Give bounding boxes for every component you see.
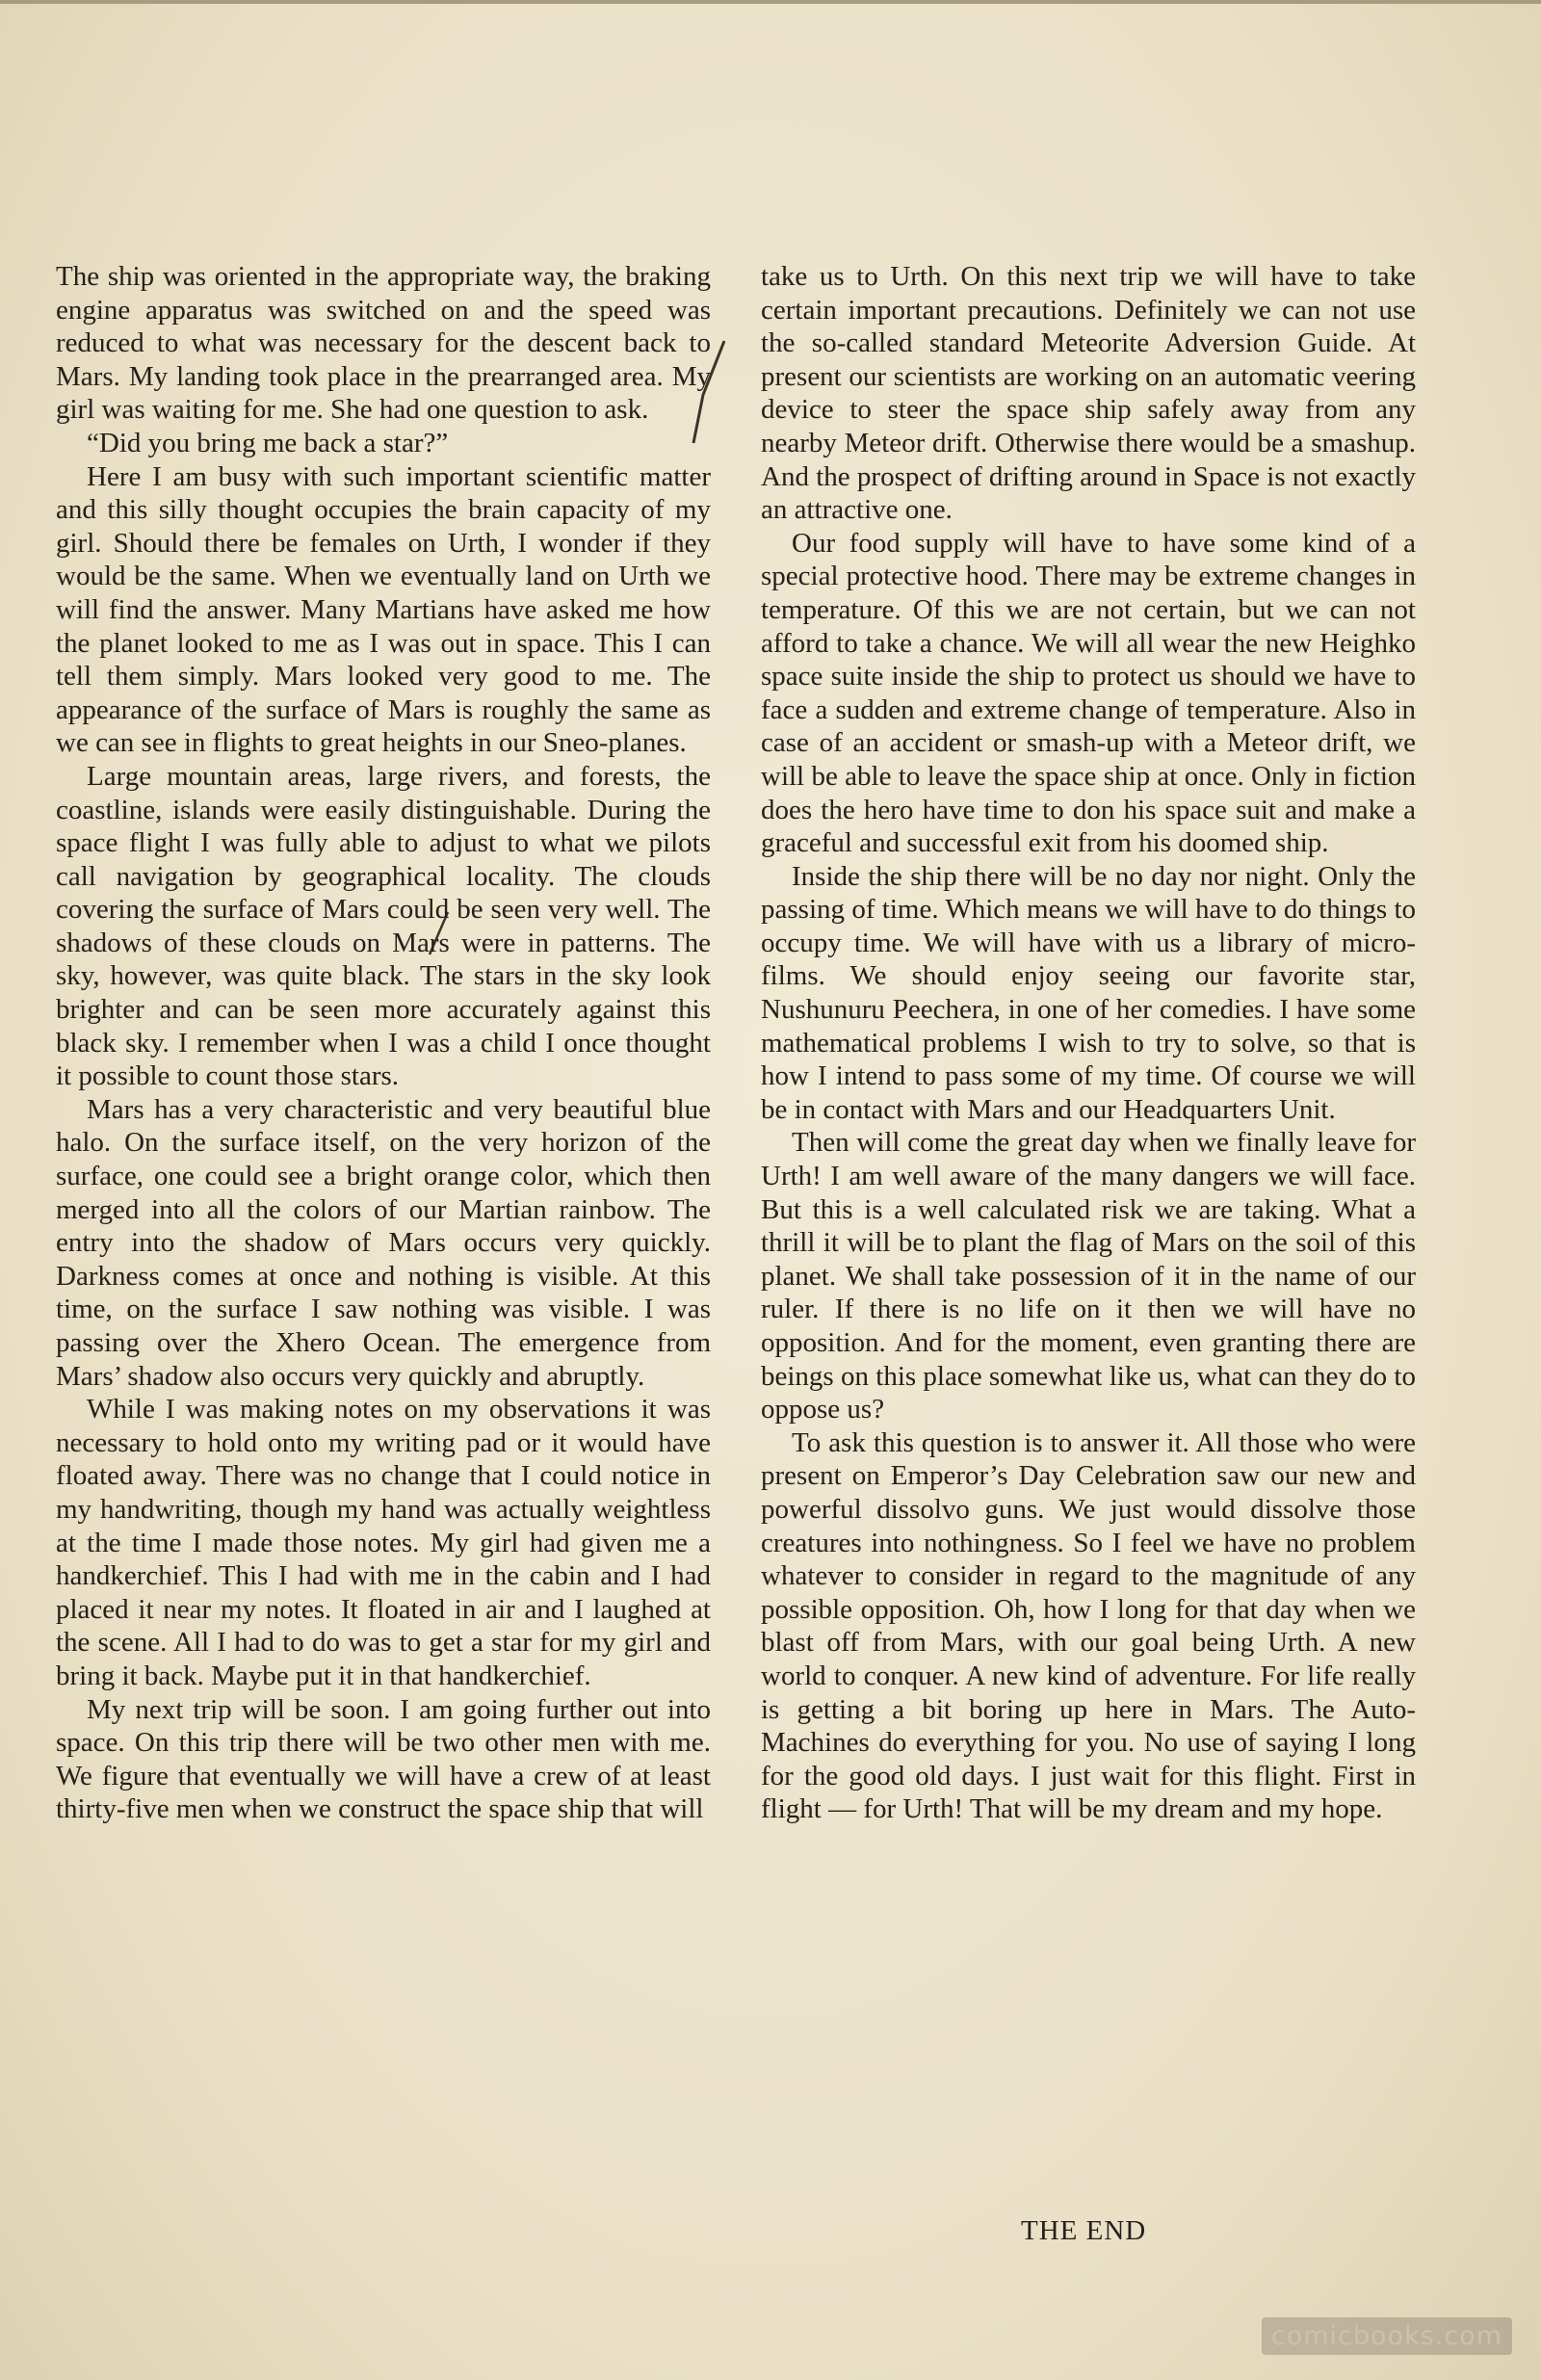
paragraph: The ship was oriented in the appropriate way, the braking engine apparatus was switched on and the speed was reduced to what was necessary for the descent back to Mars. My landing took place in the prearranged area. My girl was waiting for me. She had one question to ask. — [56, 261, 711, 426]
paragraph: Inside the ship there will be no day nor night. Only the passing of time. Which means we will have to do things to occupy time. We will have with us a library of micro-films. We should enjoy seeing our favorite star, Nushunuru Peechera, in one of her comedies. I have some mathematical problems I wish to try to solve, so that is how I intend to pass some of my time. Of course we will be in contact with Mars and our Headquarters Unit. — [761, 860, 1416, 1125]
paragraph: To ask this question is to answer it. All those who were present on Emperor’s Day Celebration saw our new and powerful dissolvo guns. We just would dissolve those creatures into nothingness. So I feel we have no problem whatever to consider in regard to the magnitude of any possible opposition. Oh, how I long for that day when we blast off from Mars, with our goal being Urth. A new world to conquer. A new kind of adventure. For life really is getting a bit boring up here in Mars. The Auto-Machines do everything for you. No use of saying I long for the good old days. I just wait for this flight. First in flight — for Urth! That will be my dream and my hope. — [761, 1426, 1416, 1825]
paragraph: Here I am busy with such important scientific matter and this silly thought occupies the brain capacity of my girl. Should there be females on Urth, I wonder if they would be the same. When we eventually land on Urth we will find the answer. Many Martians have asked me how the planet looked to me as I was out in space. This I can tell them simply. Mars looked very good to me. The appearance of the surface of Mars is roughly the same as we can see in flights to great heights in our Sneo-planes. — [56, 460, 711, 759]
paragraph: Large mountain areas, large rivers, and forests, the coastline, islands were easily distinguishable. During the space flight I was fully able to adjust to what we pilots call navigation by geographical locality. The clouds covering the surface of Mars could be seen very well. The shadows of these clouds on Mars were in patterns. The sky, however, was quite black. The stars in the sky look brighter and can be seen more accurately against this black sky. I remember when I was a child I once thought it possible to count those stars. — [56, 760, 711, 1092]
paragraph: take us to Urth. On this next trip we will have to take certain important precautions. Definitely we can not use the so-called standard Meteorite Adversion Guide. At present our scientists are working on an automatic veering device to steer the space ship safely away from any nearby Meteor drift. Otherwise there would be a smashup. And the prospect of drifting around in Space is not exactly an attractive one. — [761, 261, 1416, 526]
page-top-edge — [0, 0, 1541, 4]
paragraph: My next trip will be soon. I am going further out into space. On this trip there will be two other men with me. We figure that eventually we will have a crew of at least thirty-five men when we construct the space ship that will — [56, 1693, 711, 1825]
paragraph: Our food supply will have to have some kind of a special protective hood. There may be extreme changes in temperature. Of this we are not certain, but we can not afford to take a chance. We will all wear the new Heighko space suite inside the ship to protect us should we have to face a sudden and extreme change of temperature. Also in case of an accident or smash-up with a Meteor drift, we will be able to leave the space ship at once. Only in fiction does the hero have time to don his space suit and make a graceful and successful exit from his doomed ship. — [761, 527, 1416, 859]
paragraph: While I was making notes on my observations it was necessary to hold onto my writing pad or it would have floated away. There was no change that I could notice in my handwriting, though my hand was actually weightless at the time I made those notes. My girl had given me a handkerchief. This I had with me in the cabin and I had placed it near my notes. It floated in air and I laughed at the scene. All I had to do was to get a star for my girl and bring it back. Maybe put it in that handkerchief. — [56, 1394, 711, 1691]
paragraph: Then will come the great day when we finally leave for Urth! I am well aware of the many dangers we will face. But this is a well calculated risk we are taking. What a thrill it will be to plant the flag of Mars on the soil of this planet. We shall take possession of it in the name of our ruler. If there is no life on it then we will have no opposition. And for the moment, even granting there are beings on this place somewhat like us, what can they do to oppose us? — [761, 1127, 1416, 1425]
article-right-column — [761, 260, 1416, 1826]
article-left-column — [56, 260, 711, 1826]
paragraph: Mars has a very characteristic and very beautiful blue halo. On the surface itself, on the very horizon of the surface, one could see a bright orange color, which then merged into all the colors of our Martian rainbow. The entry into the shadow of Mars occurs very quickly. Darkness comes at once and nothing is visible. At this time, on the surface I saw nothing was visible. I was passing over the Xhero Ocean. The emergence from Mars’ shadow also occurs very quickly and abruptly. — [56, 1093, 711, 1392]
watermark: comicbooks.com — [1262, 2317, 1512, 2355]
paragraph: “Did you bring me back a star?” — [87, 427, 449, 458]
the-end-label: THE END — [1021, 2215, 1147, 2246]
